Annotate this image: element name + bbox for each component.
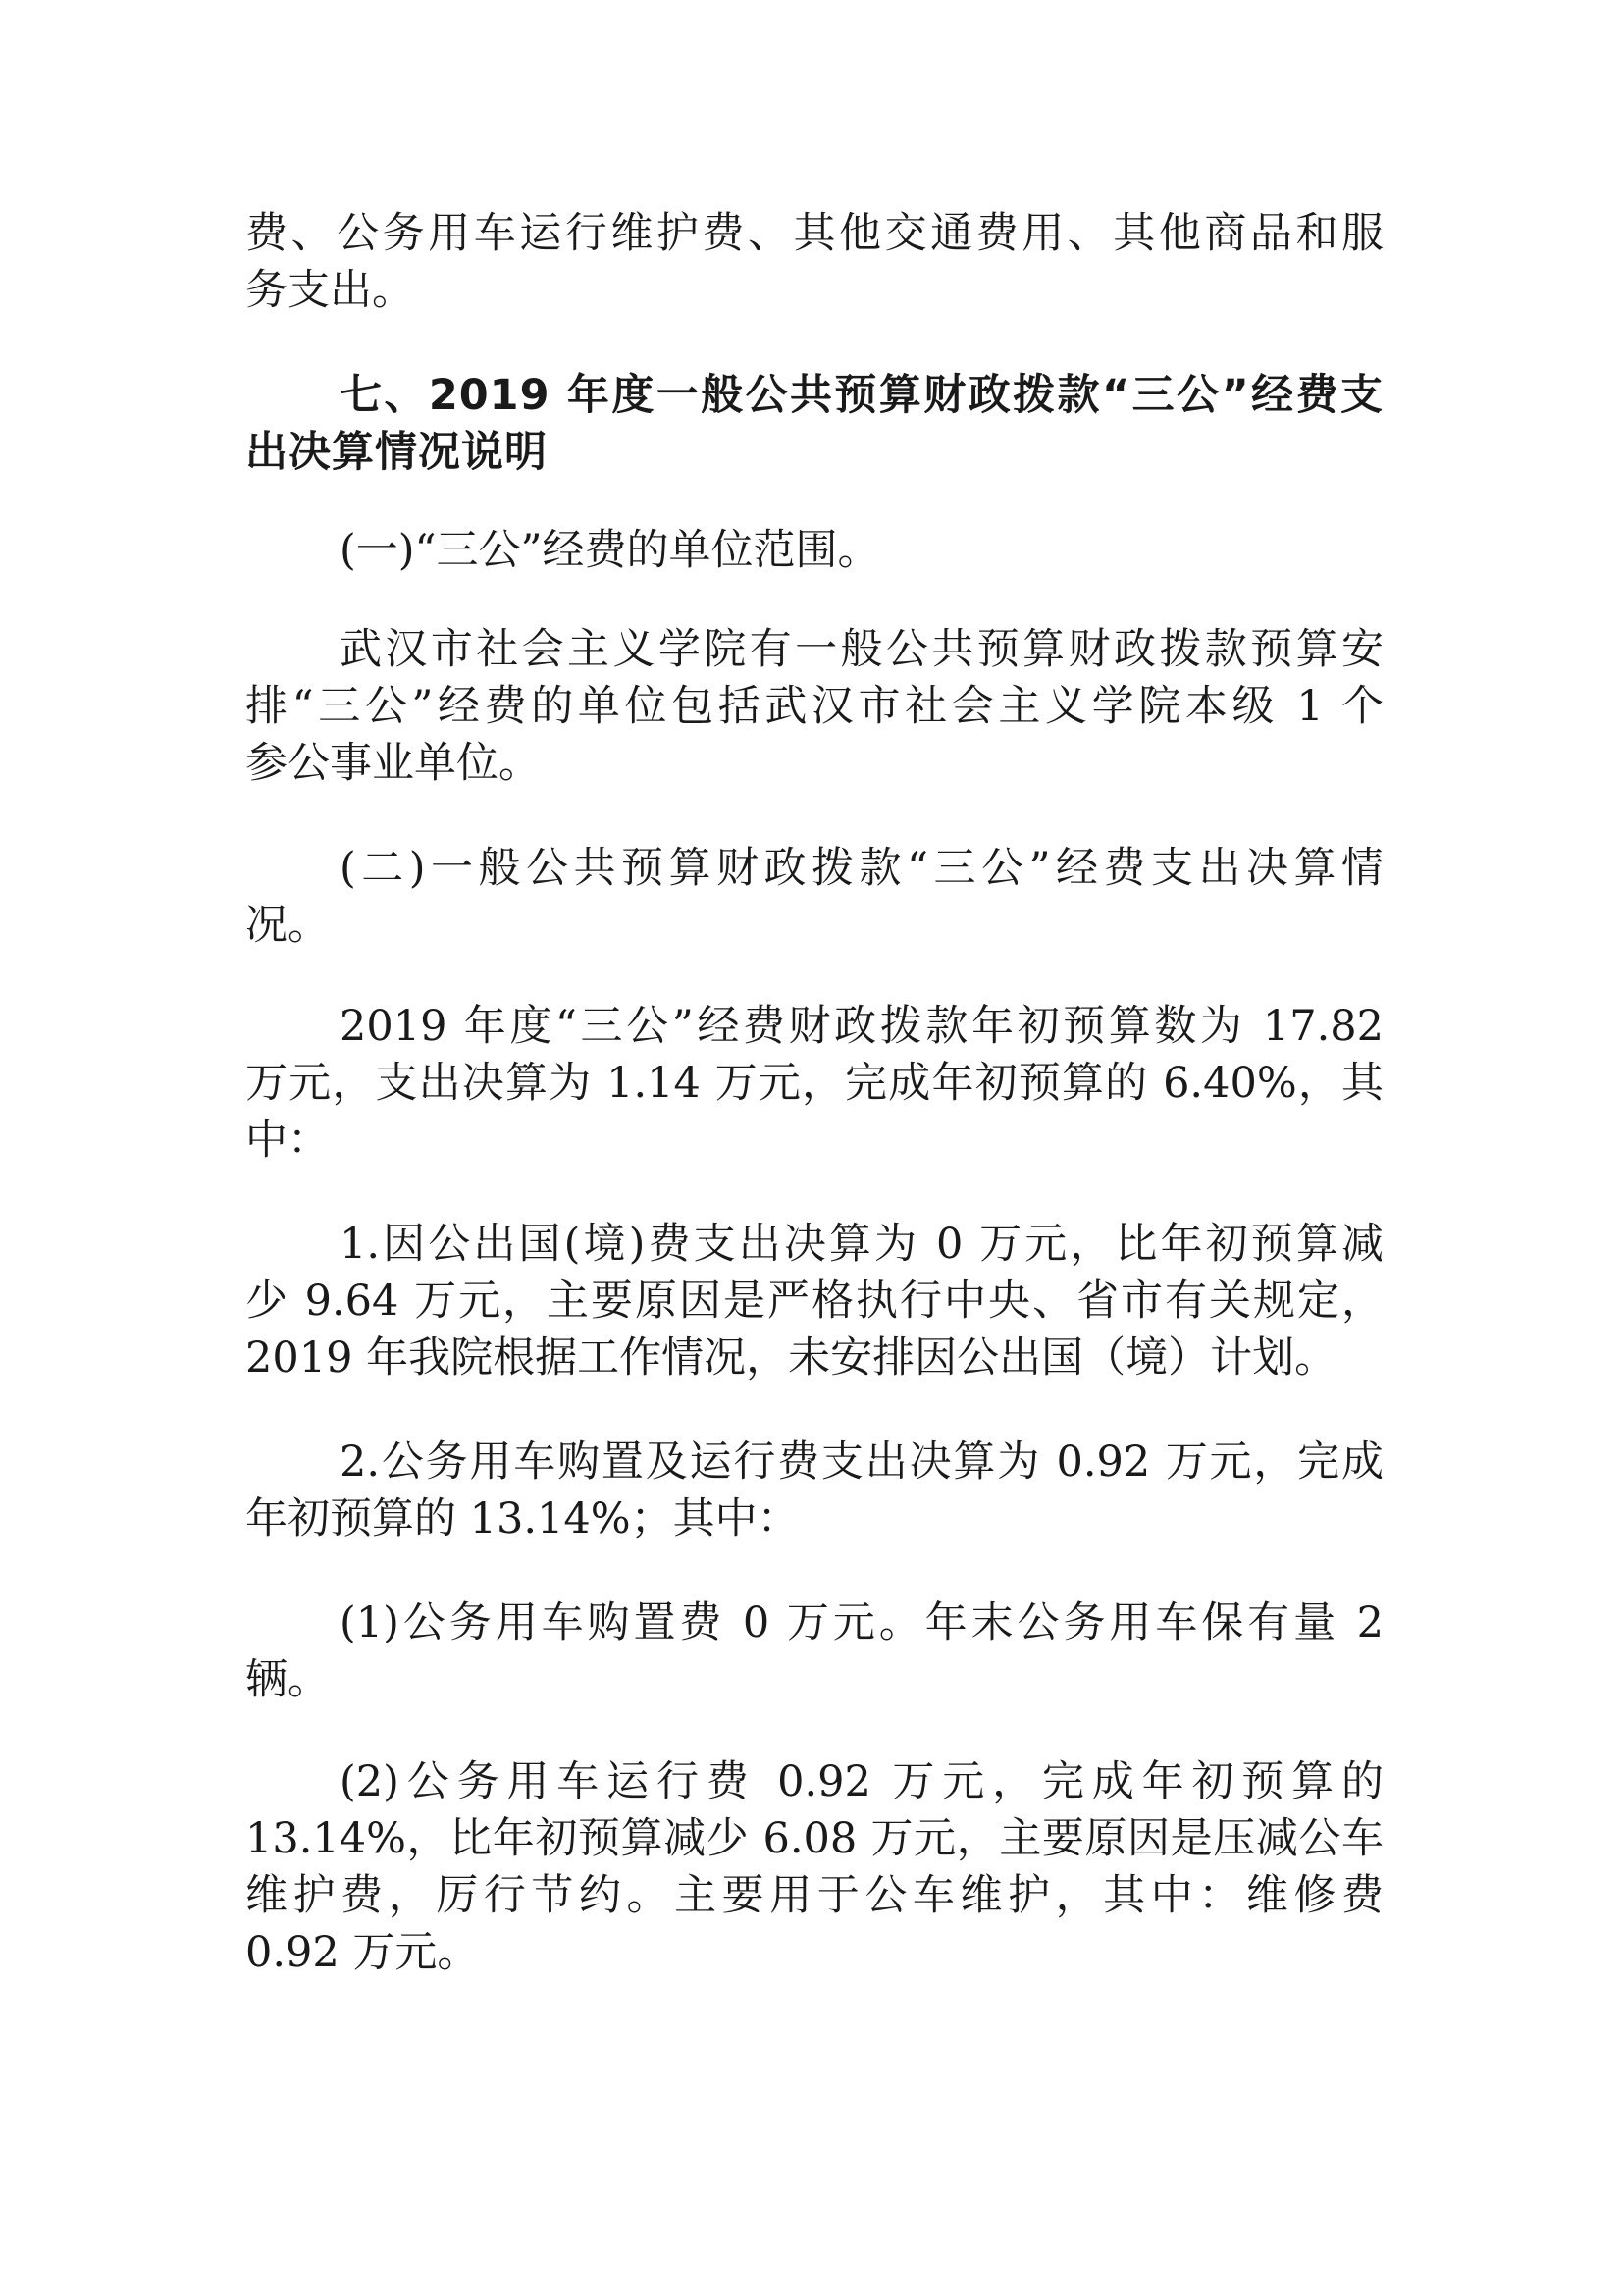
paragraph-line: 维护费，厉行节约。主要用于公车维护，其中：维修费: [245, 1871, 1384, 1920]
subsection-heading: (二)一般公共预算财政拨款“三公”经费支出决算情: [340, 844, 1384, 893]
subsection-heading: (一)“三公”经费的单位范围。: [340, 526, 880, 575]
paragraph-continuation-line: 费、公务用车运行维护费、其他交通费用、其他商品和服: [245, 209, 1384, 258]
paragraph-line: 少 9.64 万元，主要原因是严格执行中央、省市有关规定，: [245, 1277, 1384, 1326]
paragraph-line: 中：: [245, 1116, 330, 1165]
section-heading-continuation: 出决算情况说明: [245, 428, 548, 477]
paragraph-line: 2.公务用车购置及运行费支出决算为 0.92 万元，完成: [340, 1437, 1384, 1487]
paragraph-line: 2019 年我院根据工作情况，未安排因公出国（境）计划。: [245, 1333, 1337, 1382]
paragraph-line: 年初预算的 13.14%；其中：: [245, 1494, 800, 1543]
paragraph-line: 2019 年度“三公”经费财政拨款年初预算数为 17.82: [340, 1002, 1384, 1051]
paragraph-line: (2)公务用车运行费 0.92 万元，完成年初预算的: [340, 1757, 1384, 1806]
paragraph-line: 武汉市社会主义学院有一般公共预算财政拨款预算安: [340, 625, 1384, 674]
paragraph-continuation-line: 务支出。: [245, 266, 414, 315]
subsection-heading-continuation: 况。: [245, 901, 330, 950]
section-heading: 七、2019 年度一般公共预算财政拨款“三公”经费支: [340, 371, 1384, 420]
paragraph-line: 辆。: [245, 1655, 330, 1704]
paragraph-line: 参公事业单位。: [245, 739, 541, 788]
paragraph-line: 13.14%，比年初预算减少 6.08 万元，主要原因是压减公车: [245, 1814, 1384, 1863]
paragraph-line: 1.因公出国(境)费支出决算为 0 万元，比年初预算减: [340, 1220, 1384, 1269]
paragraph-line: 万元，支出决算为 1.14 万元，完成年初预算的 6.40%，其: [245, 1059, 1384, 1108]
paragraph-line: 0.92 万元。: [245, 1928, 480, 1977]
paragraph-line: (1)公务用车购置费 0 万元。年末公务用车保有量 2: [340, 1598, 1384, 1647]
paragraph-line: 排“三公”经费的单位包括武汉市社会主义学院本级 1 个: [245, 682, 1384, 731]
